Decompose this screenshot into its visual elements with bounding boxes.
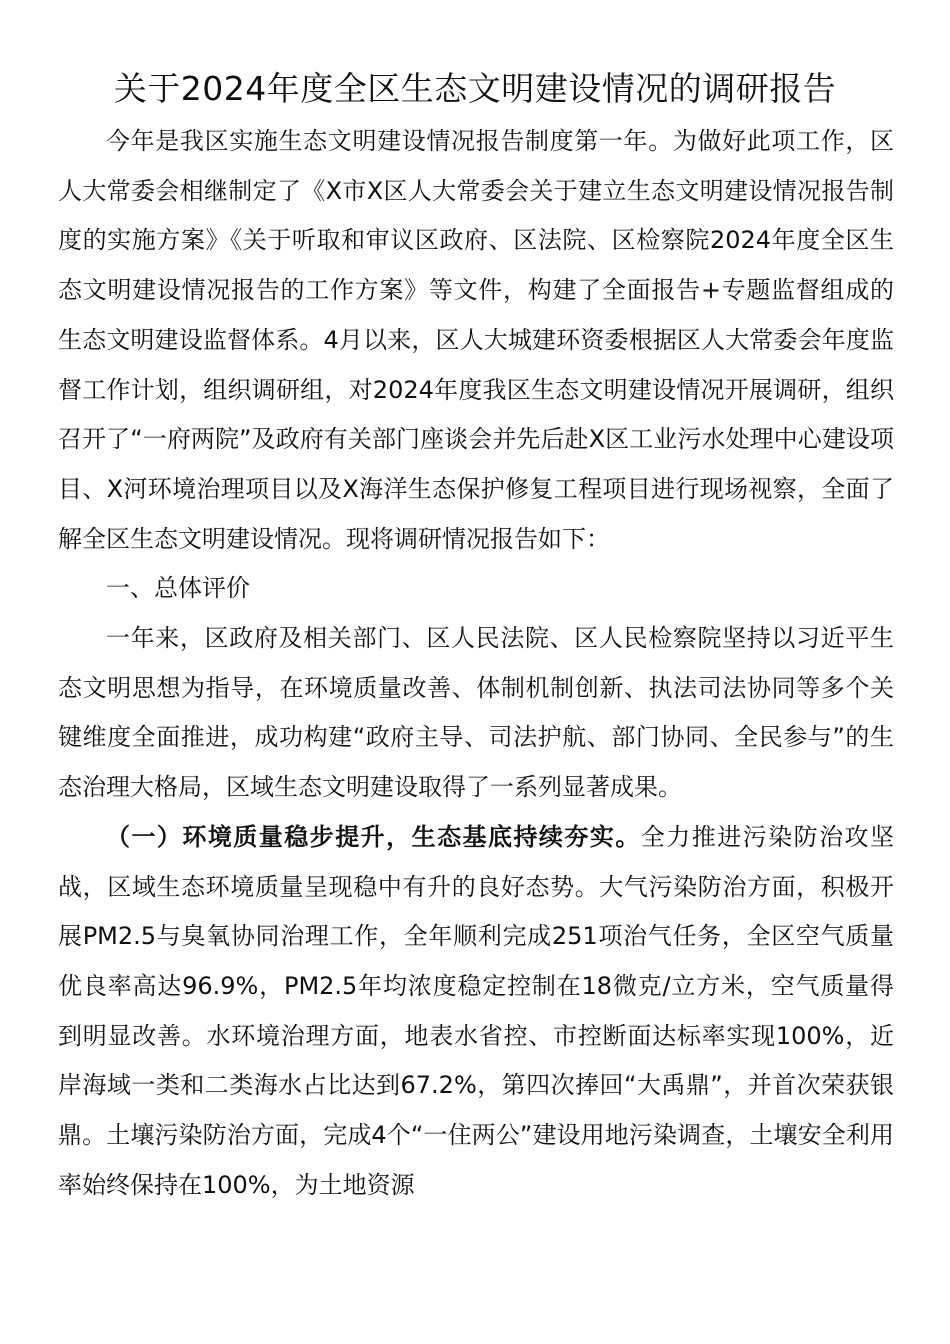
overall-evaluation-paragraph: 一年来，区政府及相关部门、区人民法院、区人民检察院坚持以习近平生态文明思想为指导，在环境质量改善、体制机制创新、执法司法协同等多个关键维度全面推进，成功构建“政府主导、司法护航、部门协同、全民参与”的生态治理大格局，区域生态文明建设取得了一系列显著成果。 [58,624,894,802]
section-heading-overall-evaluation: 一、总体评价 [106,574,250,603]
document-title: 关于2024年度全区生态文明建设情况的调研报告 [113,69,837,108]
document-body [58,117,894,1210]
subsection-heading-environment-quality: （一）环境质量稳步提升，生态基底持续夯实。 [106,822,641,851]
environment-quality-text: 全力推进污染防治攻坚战，区域生态环境质量呈现稳中有升的良好态势。大气污染防治方面，积极开展PM2.5与臭氧协同治理工作，全年顺利完成251项治气任务，全区空气质量优良率高达96.9%，PM2.5年均浓度稳定控制在18微克/立方米，空气质量得到明显改善。水环境治理方面，地表水省控、市控断面达标率实现100%，近岸海域一类和二类海水占比达到67.2%，第四次捧回“大禹鼎”，并首次荣获银鼎。土壤污染防治方面，完成4个“一住两公”建设用地污染调查，土壤安全利用率始终保持在100%，为土地资源 [58,822,895,1199]
intro-paragraph: 今年是我区实施生态文明建设情况报告制度第一年。为做好此项工作，区人大常委会相继制定了《X市X区人大常委会关于建立生态文明建设情况报告制度的实施方案》《关于听取和审议区政府、区法院、区检察院2024年度全区生态文明建设情况报告的工作方案》等文件，构建了全面报告+专题监督组成的生态文明建设监督体系。4月以来，区人大城建环资委根据区人大常委会年度监督工作计划，组织调研组，对2024年度我区生态文明建设情况开展调研，组织召开了“一府两院”及政府有关部门座谈会并先后赴X区工业污水处理中心建设项目、X河环境治理项目以及X海洋生态保护修复工程项目进行现场视察，全面了解全区生态文明建设情况。现将调研情况报告如下： [58,127,894,553]
environment-quality-paragraph [58,813,894,1211]
